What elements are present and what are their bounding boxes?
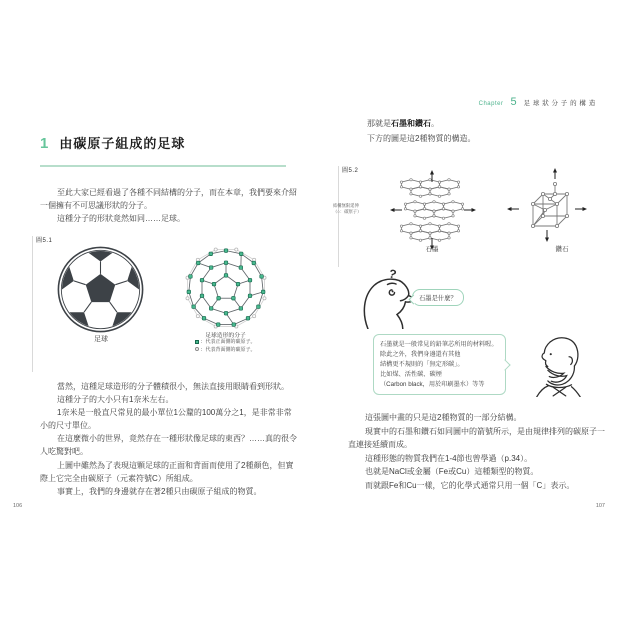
note-line: 結構更不規則的「無定形碳」。 [380, 361, 464, 368]
note-line: 除此之外，我們身邊還有其他 [380, 351, 461, 358]
note-line: （Carbon black，用於印刷墨水）等等 [380, 381, 485, 388]
text-line: 人吃驚對吧。 [40, 447, 88, 457]
figure-5-2-label: 圖5.2 [342, 168, 359, 174]
figure-5-1-rule [32, 236, 33, 372]
left-intro-paragraph [40, 186, 297, 225]
diamond-caption: 鑽石 [555, 246, 569, 253]
text-line [350, 116, 475, 131]
right-intro-paragraph [350, 116, 475, 146]
right-page-number: 107 [595, 503, 605, 509]
figure-5-2-rule [338, 166, 339, 267]
chapter-number: 5 [510, 96, 517, 108]
side-note-line: 結構無限延伸 [333, 203, 359, 208]
fullerene-molecule-illustration [183, 245, 269, 331]
bird-speech-bubble: 石墨是什麼？ [412, 289, 464, 306]
text-line: 現實中的石墨和鑽石如同圖中的箭號所示，是由規律排列的碳原子一 [365, 426, 605, 436]
text-line: 1奈米是一般直尺常見的最小單位1公釐的100萬分之1，是非常非常 [57, 408, 292, 418]
text-line: 下方的圖是這2種物質的構造。 [367, 134, 476, 144]
question-mark-doodle: ? [387, 266, 398, 282]
intro-post: 。 [431, 119, 439, 128]
text-line: 至此大家已經看過了各種不同結構的分子，而在本章，我們要來介紹 [57, 188, 297, 197]
text-line: 這種形態的物質我們在1-4節也曾學過（p.34）。 [365, 453, 533, 463]
text-line: 際上它完全由碳原子（元素符號C）所組成。 [40, 473, 198, 483]
professor-character-illustration [530, 333, 586, 397]
chapter-title: 足球狀分子的構造 [523, 100, 598, 107]
text-line: 這張圖中畫的只是這2種物質的一部分結構。 [365, 413, 522, 422]
section-title: 由碳原子組成的足球 [59, 136, 186, 151]
fullerene-caption-block [163, 330, 288, 354]
intro-bold-terms: 石墨和鑽石 [391, 119, 431, 128]
text-line: 事實上，我們的身邊就存在著2種只由碳原子組成的物質。 [57, 486, 262, 496]
text-line: 一個擁有不可思議形狀的分子。 [40, 201, 152, 211]
side-note-line: （○：碳原子） [333, 208, 362, 214]
legend-back-text: ：代表背面側的碳原子。 [200, 346, 256, 353]
text-line: 這種分子的大小只有1奈米左右。 [57, 395, 174, 405]
text-line: 也就是NaCl或金屬（Fe或Cu）這種類型的物質。 [365, 467, 539, 477]
text-line: 小的尺寸單位。 [40, 421, 96, 431]
intro-pre: 那就是 [367, 119, 391, 128]
text-line: 直連接延續而成。 [348, 440, 412, 450]
text-line: 當然，這種足球造形的分子體積很小，無法直接用眼睛看到形狀。 [57, 382, 289, 391]
legend-front-text: ：代表正面側的碳原子。 [200, 339, 256, 345]
graphite-note-box [373, 334, 506, 395]
text-line: 而就跟Fe和Cu一樣，它的化學式通常只用一個「C」表示。 [365, 480, 575, 490]
text-line: 這種分子的形狀竟然如同……足球。 [57, 214, 185, 224]
left-page-number: 106 [13, 503, 23, 509]
front-atom-marker-icon [195, 340, 199, 344]
note-line: 石墨就是一般常見的鉛筆芯所用的材料喔。 [380, 341, 498, 348]
chapter-header [479, 96, 598, 108]
section-number: 1 [40, 135, 49, 152]
soccer-ball-illustration [56, 245, 145, 334]
fullerene-caption: 足球造形的分子 [205, 333, 246, 339]
left-body-paragraphs [40, 380, 297, 498]
text-line: 在這麼微小的世界，竟然存在一種形狀像足球的東西？……真的很令 [57, 434, 297, 444]
right-body-paragraphs [348, 411, 605, 493]
note-line: 比如煤、活性碳、碳煙 [380, 371, 442, 378]
chapter-label: Chapter [478, 101, 504, 107]
graphite-caption: 石墨 [425, 246, 439, 253]
soccer-ball-caption: 足球 [94, 336, 108, 343]
legend-front-atoms [163, 339, 288, 347]
figure-5-1-label: 圖5.1 [36, 238, 53, 244]
section-heading [40, 136, 185, 152]
text-line: 上圖中雖然為了表現這顆足球的正面和背面而使用了2種顏色，但實 [57, 460, 294, 470]
legend-back-atoms [163, 347, 288, 355]
section-divider [40, 165, 286, 167]
back-atom-marker-icon [195, 347, 199, 351]
